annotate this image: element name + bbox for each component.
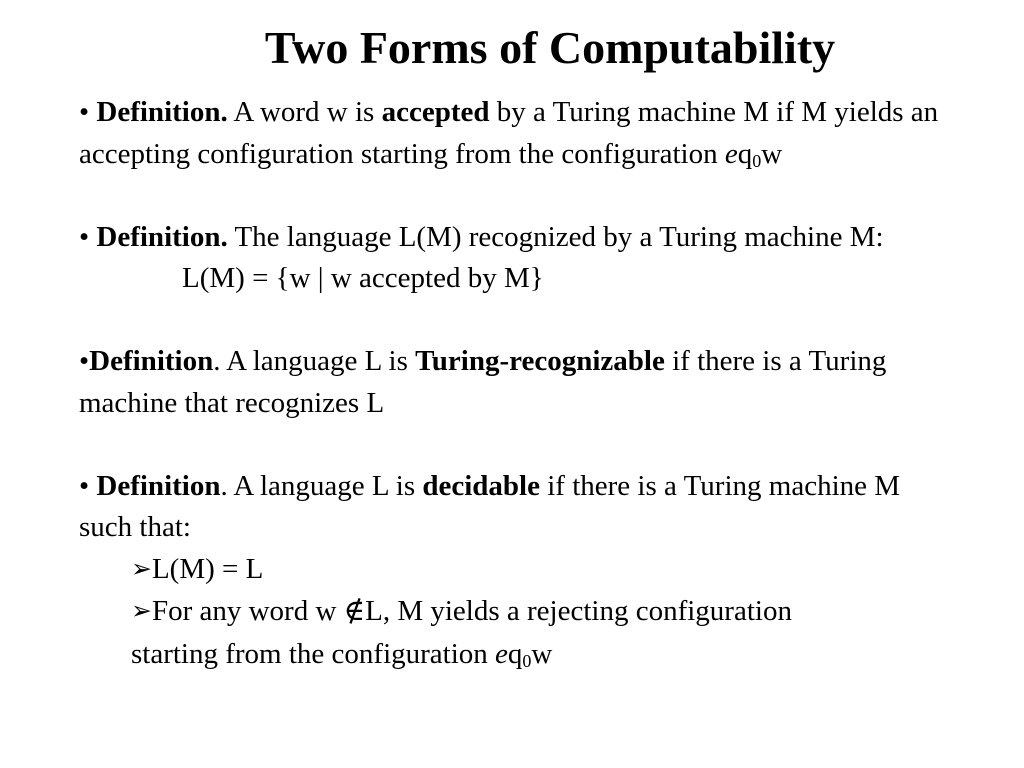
sub-bullet-text: L, M yields a rejecting configuration [365, 595, 792, 627]
word-w: w [531, 637, 553, 670]
epsilon-symbol: e [724, 137, 738, 170]
state-subscript: 0 [752, 150, 762, 171]
epsilon-symbol: e [495, 637, 508, 670]
bullet: • [79, 469, 97, 502]
state-q: q [737, 137, 753, 170]
bullet: • [79, 345, 90, 377]
definition-decidable [79, 466, 959, 549]
definition-turing-recognizable [79, 341, 959, 424]
arrow-bullet-icon: ➢ [131, 555, 152, 583]
definition-text: The language L(M) recognized by a Turing machine M: [227, 220, 884, 253]
definition-language [79, 217, 959, 259]
definition-text: . A language L is [220, 469, 423, 502]
definition-label: Definition [96, 469, 221, 502]
slide-title: Two Forms of Computability [264, 22, 836, 73]
state-q: q [507, 637, 523, 670]
term-accepted: accepted [381, 96, 490, 128]
slide-body [79, 92, 959, 675]
definition-text: A word w is [227, 96, 382, 128]
sub-bullet-text: For any word w [151, 595, 344, 627]
arrow-bullet-icon: ➢ [131, 598, 152, 625]
definition-accepted [79, 92, 959, 175]
definition-text: if there is a Turing machine that recognizes L [79, 345, 887, 419]
language-formula: L(M) = {w | w accepted by M} [182, 262, 544, 294]
sub-bullet-2 [79, 591, 959, 634]
definition-label: Definition. [96, 96, 228, 128]
sub-bullet-text: L(M) = L [151, 552, 264, 585]
word-w: w [761, 137, 783, 170]
sub-bullet-2-continued [79, 634, 959, 676]
definition-text: if there is a Turing machine M such that: [79, 469, 901, 543]
definition-text: . A language L is [213, 345, 416, 377]
definition-text: by a Turing machine M if M yields an accepting configuration starting from the configuration [79, 96, 939, 170]
sub-bullet-1 [79, 549, 959, 592]
definition-label: Definition [89, 345, 214, 377]
term-turing-recognizable: Turing-recognizable [415, 345, 665, 377]
bullet: • [79, 96, 97, 128]
bullet: • [79, 220, 97, 253]
not-in-symbol: ∉ [343, 595, 366, 627]
sub-bullet-text: starting from the configuration [131, 637, 496, 670]
definition-label: Definition. [96, 220, 228, 253]
state-subscript: 0 [522, 650, 532, 671]
term-decidable: decidable [422, 469, 540, 502]
